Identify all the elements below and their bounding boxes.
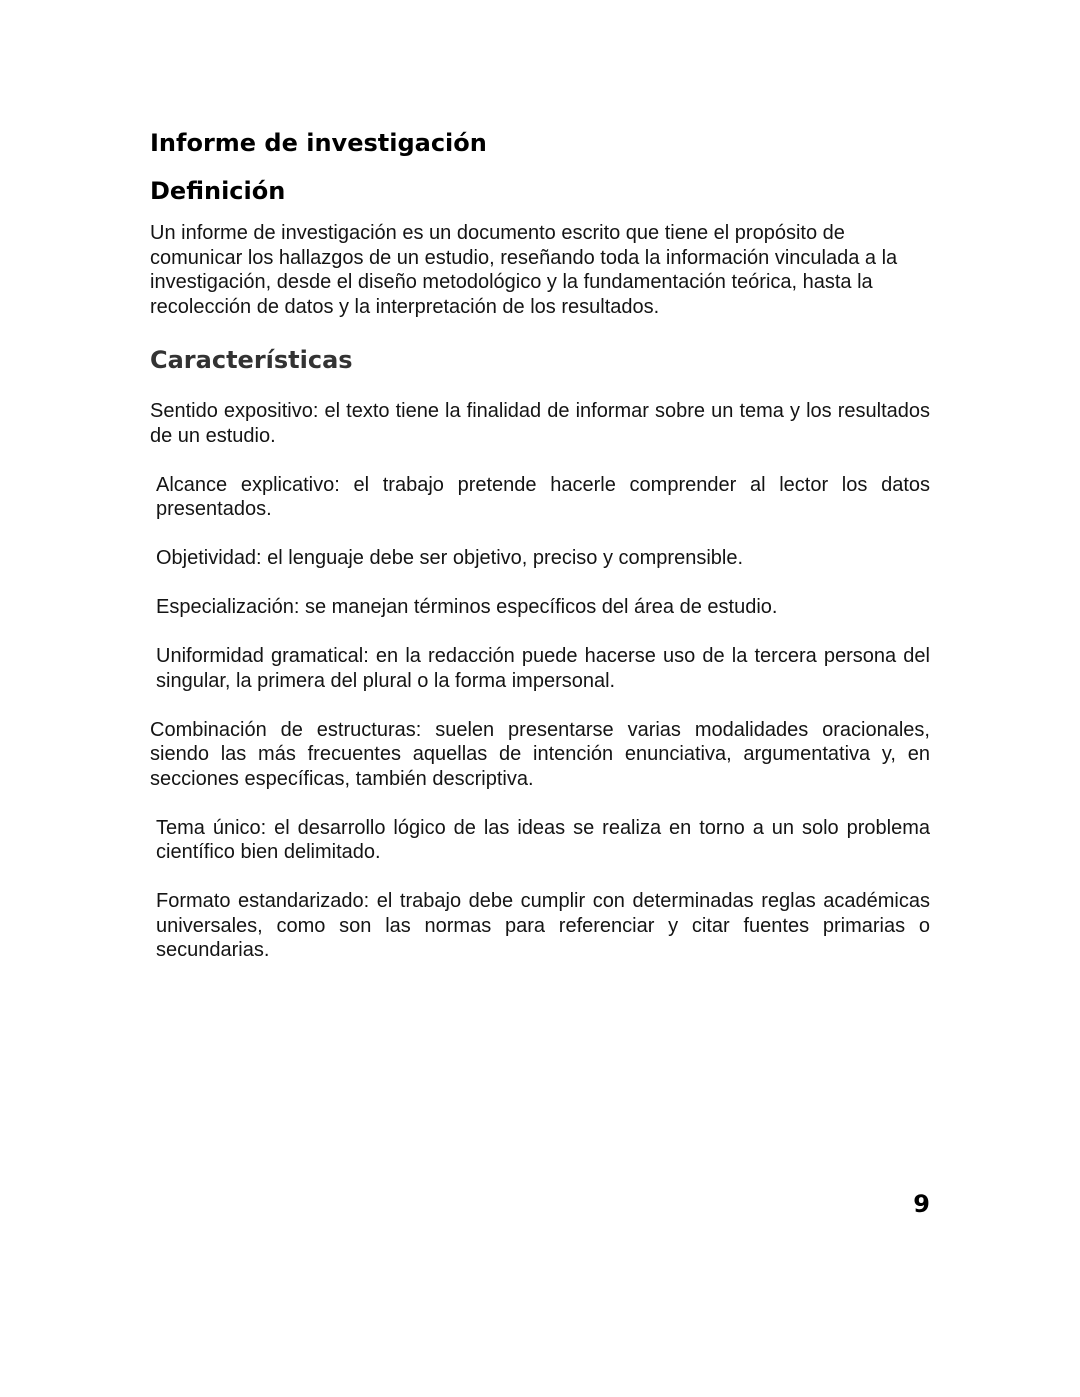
document-title: Informe de investigación [150, 129, 487, 157]
characteristic-item: Sentido expositivo: el texto tiene la finalidad de informar sobre un tema y los resultados de un estudio. [150, 400, 930, 447]
document-page [150, 125, 930, 987]
characteristic-item: Tema único: el desarrollo lógico de las ideas se realiza en torno a un solo problema científico bien delimitado. [156, 816, 930, 863]
characteristic-item: Especialización: se manejan términos específicos del área de estudio. [156, 596, 778, 618]
characteristics-heading: Características [150, 346, 353, 374]
characteristic-item: Combinación de estructuras: suelen presentarse varias modalidades oracionales, siendo las más frecuentes aquellas de intención enunciativa, argumentativa y, en secciones específicas, también descriptiva. [150, 718, 930, 790]
characteristic-item: Alcance explicativo: el trabajo pretende hacerle comprender al lector los datos presentados. [156, 473, 930, 520]
page-number: 9 [913, 1190, 930, 1218]
characteristic-item: Formato estandarizado: el trabajo debe cumplir con determinadas reglas académicas universales, como son las normas para referenciar y citar fuentes primarias o secundarias. [156, 890, 930, 961]
definition-paragraph: Un informe de investigación es un documento escrito que tiene el propósito de comunicar los hallazgos de un estudio, reseñando toda la información vinculada a la investigación, desde el diseño metodológico y la fundamentación teórica, hasta la recolección de datos y la interpretación de los resultados. [150, 222, 898, 318]
characteristic-item: Objetividad: el lenguaje debe ser objetivo, preciso y comprensible. [156, 547, 744, 569]
characteristic-item: Uniformidad gramatical: en la redacción puede hacerse uso de la tercera persona del singular, la primera del plural o la forma impersonal. [156, 645, 930, 692]
definition-heading: Definición [150, 177, 286, 205]
